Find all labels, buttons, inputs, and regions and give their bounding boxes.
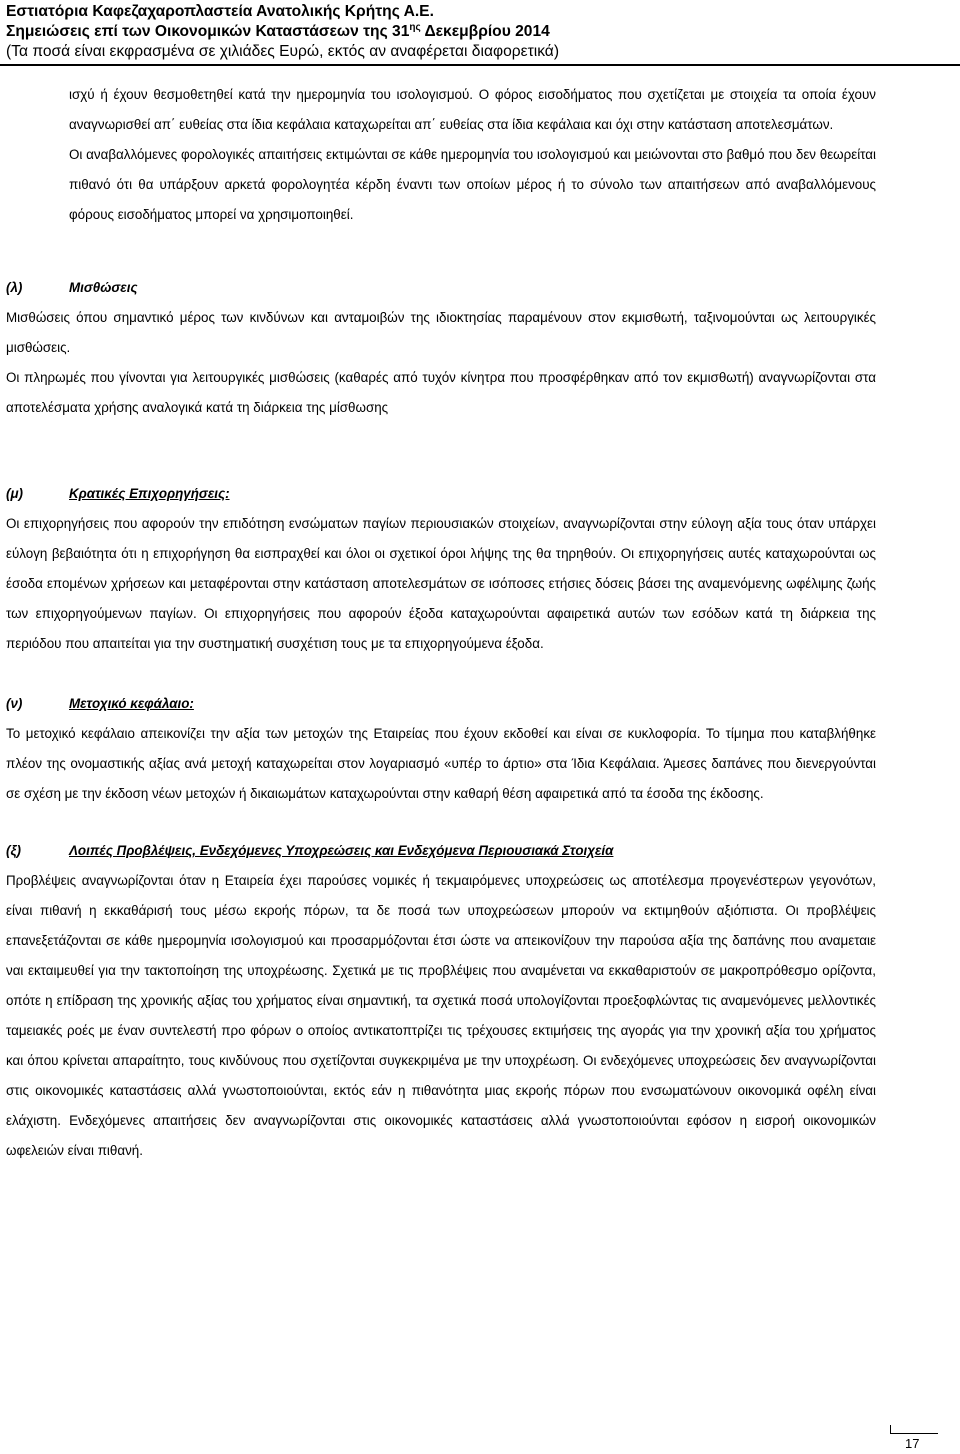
section-heading-provisions [6, 836, 876, 866]
document-body [6, 80, 876, 1166]
section-heading-leases [6, 273, 876, 303]
page-number-box-rule [890, 1433, 938, 1434]
leases-paragraph-2: Οι πληρωμές που γίνονται για λειτουργικές μισθώσεις (καθαρές από τυχόν κίνητρα που προσφέρθηκαν από τον εκμισθωτή) αναγνωρίζονται στα αποτελέσματα χρήσης αναλογικά κατά τη διάρκεια της μίσθωσης [6, 370, 876, 415]
grants-paragraph: Οι επιχορηγήσεις που αφορούν την επιδότηση ενσώματων παγίων περιουσιακών στοιχείων, αναγνωρίζονται στην εύλογη αξία τους όταν υπάρχει εύλογη βεβαιότητα ότι η επιχορήγηση θα εισπραχθεί και όλοι οι σχετικοί όροι λήψης της θα τηρηθούν. Οι επιχορηγήσεις αυτές καταχωρούνται ως έσοδα επομένων χρήσεων και μεταφέρονται στην κατάσταση αποτελεσμάτων σε ισόποσες ετήσιες δόσεις βάσει της αναμενόμενης ωφέλιμης ζωής των επιχορηγούμενων παγίων. Οι επιχορηγήσεις που αφορούν έξοδα καταχωρούνται αφαιρετικά αυτών των εσόδων κατά τη διάρκεια της περιόδου που απαιτείται για την συστηματική συσχέτιση τους με τα επιχορηγούμενα έξοδα. [6, 516, 876, 651]
notes-title-superscript: ης [409, 22, 421, 33]
section-title: Λοιπές Προβλέψεις, Ενδεχόμενες Υποχρεώσεις και Ενδεχόμενα Περιουσιακά Στοιχεία [69, 843, 614, 858]
spacer [6, 809, 876, 836]
section-title: Μετοχικό κεφάλαιο: [69, 696, 194, 711]
section-marker: (ξ) [6, 843, 21, 858]
notes-title [6, 22, 956, 42]
section-title: Κρατικές Επιχορηγήσεις: [69, 486, 230, 501]
provisions-paragraph: Προβλέψεις αναγνωρίζονται όταν η Εταιρεία έχει παρούσες νομικές ή τεκμαιρόμενες υποχρεώσεις ως αποτέλεσμα προγενέστερων γεγονότων, είναι πιθανή η εκκαθάρισή τους μέσω εκροής πόρων, τα δε ποσά των υποχρεώσεων μπορούν να εκτιμηθούν αξιόπιστα. Οι προβλέψεις επανεξετάζονται σε κάθε ημερομηνία ισολογισμού και προσαρμόζονται έτσι ώστε να απεικονίζουν την παρούσα αξία της δαπάνης που αναμεταιε ναι εκταιμευθεί για την τακτοποίηση της υποχρέωσης. Σχετικά με τις προβλέψεις που αναμένεται να εκκαθαριστούν σε μακροπρόθεσμο ορίζοντα, οπότε η επίδραση της χρονικής αξίας του χρήματος είναι σημαντική, τα σχετικά ποσά υπολογίζονται προεξοφλώντας τις αναμενόμενες μελλοντικές ταμειακές ροές με έναν συντελεστή προ φόρων ο οποίος αντικατοπτρίζει τις τρέχουσες εκτιμήσεις της αγοράς για την χρονική αξία του χρήματος και όπου κρίνεται απαραίτητο, τους κινδύνους που σχετίζονται συγκεκριμένα με την υποχρέωση. Οι ενδεχόμενες υποχρεώσεις δεν αναγνωρίζονται στις οικονομικές καταστάσεις αλλά γνωστοποιούνται, εκτός εάν η πιθανότητα μιας εκροής πόρων που ενσωματώνουν οικονομικά οφέλη είναι ελάχιστη. Ενδεχόμενες απαιτήσεις δεν αναγνωρίζονται στις οικονομικές καταστάσεις αλλά γνωστοποιούνται εφόσον η εισροή οικονομικών ωφελειών είναι πιθανή. [6, 873, 876, 1158]
spacer [6, 659, 876, 689]
section-marker: (ν) [6, 696, 23, 711]
amounts-note: (Τα ποσά είναι εκφρασμένα σε χιλιάδες Ευρώ, εκτός αν αναφέρεται διαφορετικά) [6, 43, 560, 60]
spacer [6, 423, 876, 479]
section-title: Μισθώσεις [69, 280, 138, 295]
company-name: Εστιατόρια Καφεζαχαροπλαστεία Ανατολικής Κρήτης Α.Ε. [6, 3, 434, 20]
tax-paragraph-1: ισχύ ή έχουν θεσμοθετηθεί κατά την ημερομηνία του ισολογισμού. Ο φόρος εισοδήματος που σχετίζεται με στοιχεία τα οποία έχουν αναγνωρισθεί απ΄ ευθείας στα ίδια κεφάλαια καταχωρείται απ΄ ευθείας στα ίδια κεφάλαια και όχι στην κατάσταση αποτελεσμάτων. [69, 87, 876, 132]
page-header [6, 2, 956, 62]
section-heading-equity [6, 689, 876, 719]
section-marker: (μ) [6, 486, 23, 501]
spacer [6, 230, 876, 273]
notes-title-suffix: Δεκεμβρίου 2014 [420, 23, 550, 40]
leases-paragraph-1: Μισθώσεις όπου σημαντικό μέρος των κινδύνων και ανταμοιβών της ιδιοκτησίας παραμένουν στον εκμισθωτή, ταξινομούνται ως λειτουργικές μισθώσεις. [6, 310, 876, 355]
section-marker: (λ) [6, 280, 23, 295]
notes-title-prefix: Σημειώσεις επί των Οικονομικών Καταστάσεων της 31 [6, 23, 410, 40]
tax-paragraph-2: Οι αναβαλλόμενες φορολογικές απαιτήσεις εκτιμώνται σε κάθε ημερομηνία του ισολογισμού και μειώνονται στο βαθμό που δεν θεωρείται πιθανό ότι θα υπάρξουν αρκετά φορολογητέα κέρδη έναντι των οποίων μέρος ή το σύνολο των απαιτήσεων από αναβαλλόμενους φόρους εισοδήματος μπορεί να χρησιμοποιηθεί. [69, 147, 876, 222]
equity-paragraph: Το μετοχικό κεφάλαιο απεικονίζει την αξία των μετοχών της Εταιρείας που έχουν εκδοθεί και είναι σε κυκλοφορία. Το τίμημα που καταβλήθηκε πλέον της ονομαστικής αξίας ανά μετοχή καταχωρείται στον λογαριασμό «υπέρ το άρτιο» στα Ίδια Κεφάλαια. Άμεσες δαπάνες που διενεργούνται σε σχέση με την έκδοση νέων μετοχών ή δικαιωμάτων καταχωρούνται στην καθαρή θέση αφαιρετικά από τα έσοδα της έκδοσης. [6, 726, 876, 801]
section-heading-grants [6, 479, 876, 509]
page-number: 17 [905, 1436, 920, 1451]
header-divider [0, 64, 960, 66]
